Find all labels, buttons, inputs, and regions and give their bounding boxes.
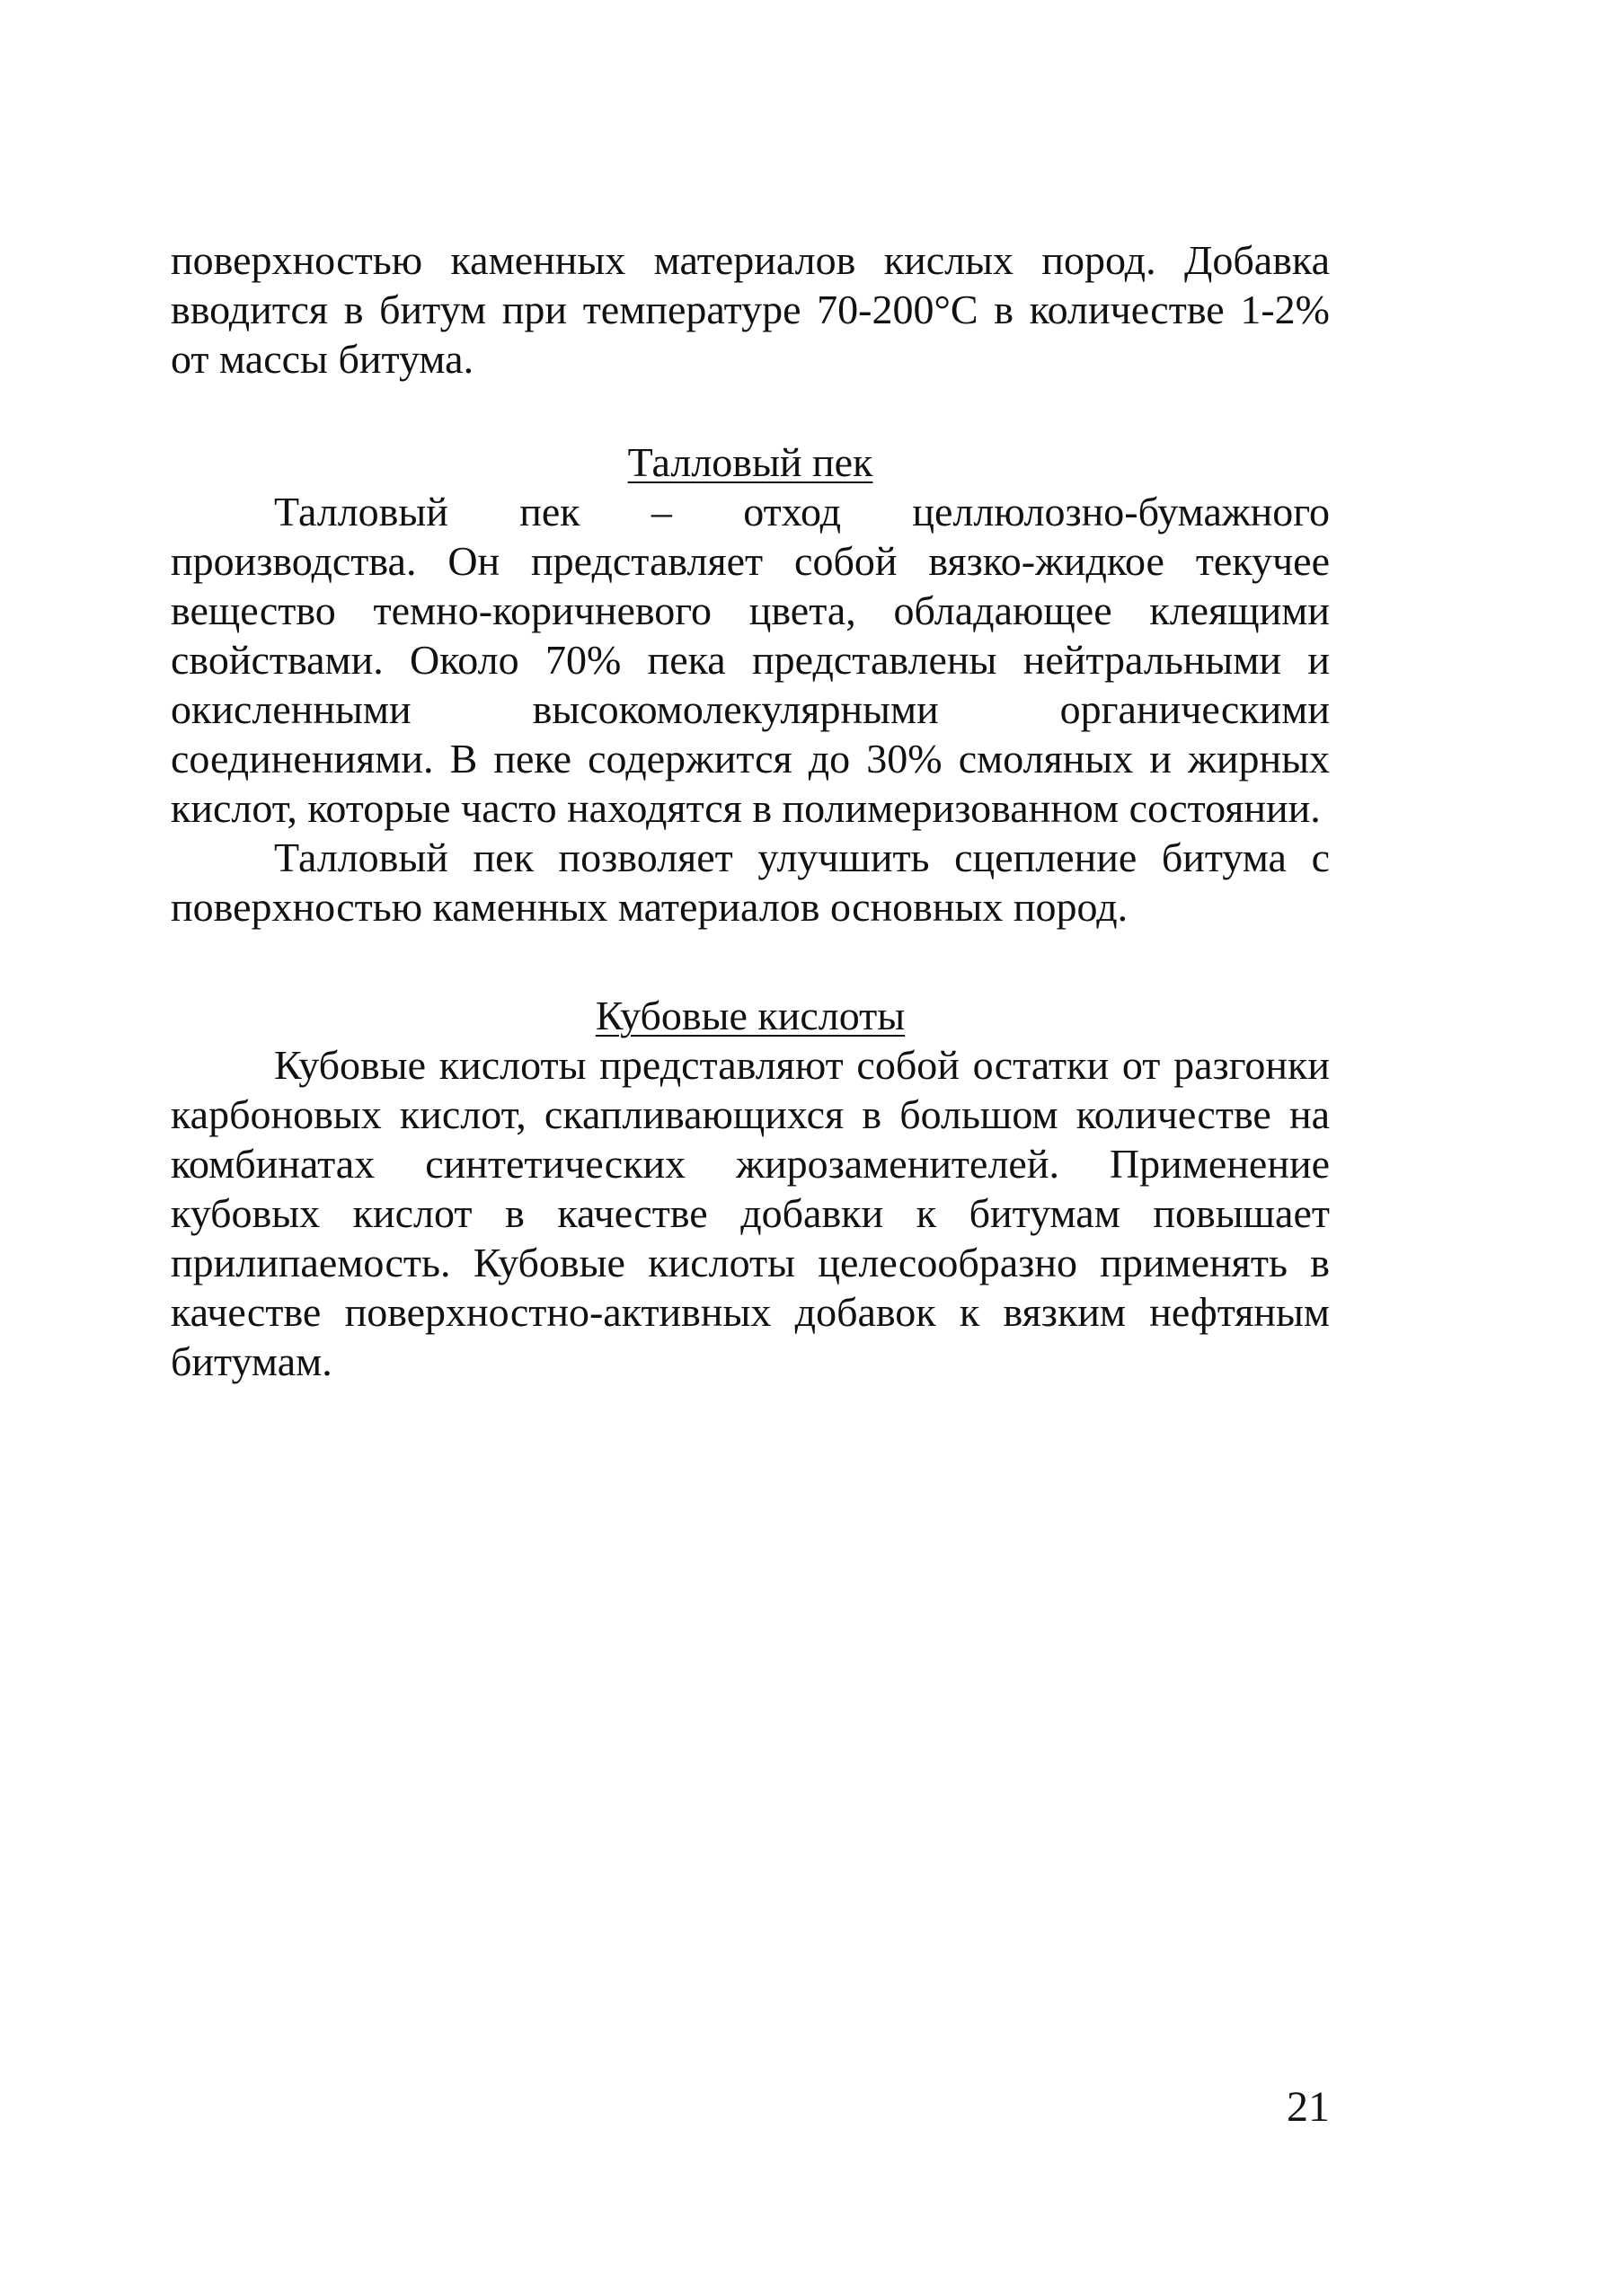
tall-pitch-paragraph-2: Талловый пек позволяет улучшить сцепление битума с поверхностью каменных материалов основных пород. [171,835,1330,930]
tall-pitch-paragraph-1: Талловый пек – отход целлюлозно-бумажного производства. Он представляет собой вязко-жидкое текучее вещество темно-коричневого цвета, обладающее клеящими свойствами. Около 70% пека представлены нейтральными и окисленными высокомолекулярными органическими соединениями. В пеке содержится до 30% смоляных и жирных кислот, которые часто находятся в полимеризованном состоянии. [171,489,1330,831]
still-acids-section [171,991,1330,1386]
still-acids-paragraph-1: Кубовые кислоты представляют собой остатки от разгонки карбоновых кислот, скапливающихся в большом количестве на комбинатах синтетических жирозаменителей. Применение кубовых кислот в качестве добавки к битумам повышает прилипаемость. Кубовые кислоты целесообразно применять в качестве поверхностно-активных добавок к вязким нефтяным битумам. [171,1042,1330,1384]
tall-pitch-section [171,437,1330,932]
tall-pitch-heading: Талловый пек [627,439,873,485]
still-acids-heading: Кубовые кислоты [595,993,906,1038]
intro-paragraph: поверхностью каменных материалов кислых пород. Добавка вводится в битум при температуре 70-200°С в количестве 1-2% от массы битума. [171,237,1330,382]
page-number: 21 [1287,2083,1330,2131]
intro-section [171,235,1330,384]
